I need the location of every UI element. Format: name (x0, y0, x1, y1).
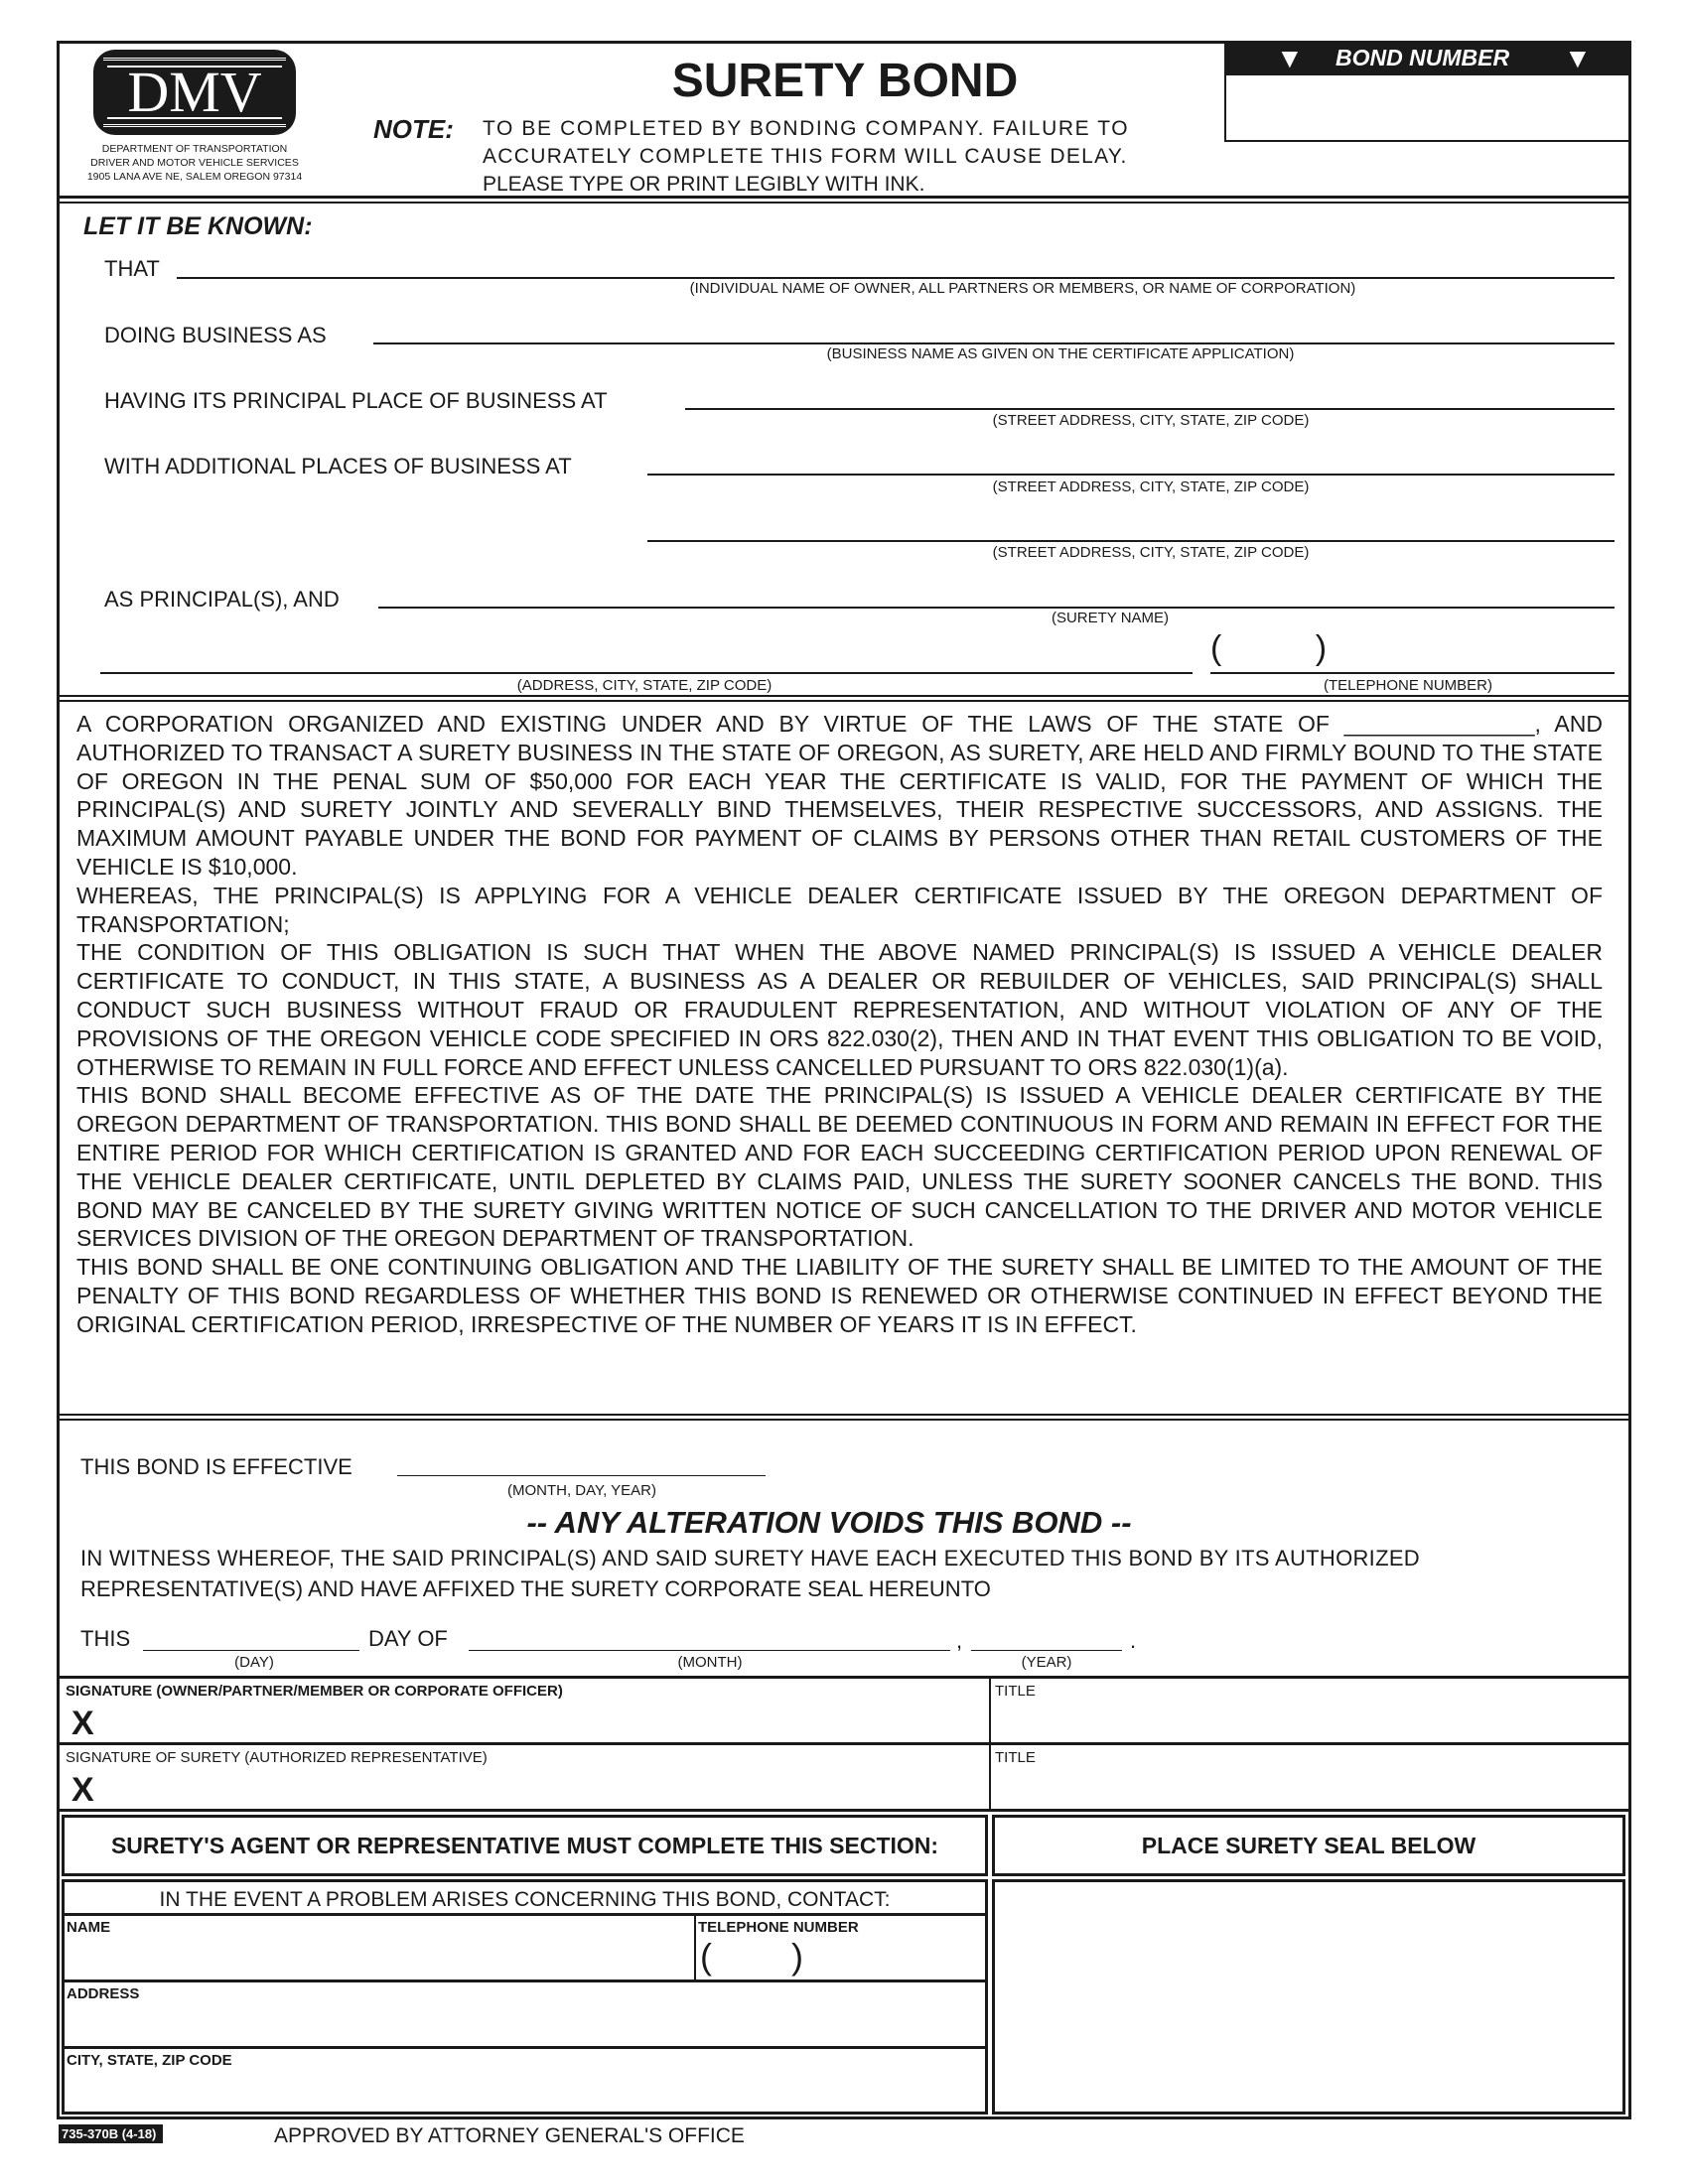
triangle-down-icon: ▼ (1564, 43, 1592, 73)
terms-paragraph: A CORPORATION ORGANIZED AND EXISTING UNDER AND BY VIRTUE OF THE LAWS OF THE STATE OF _______________, AND AUTHORIZED TO TRANSACT A SURETY BUSINESS IN THE STATE OF OREGON, AS SURETY, ARE HELD AND FIRMLY BOUND TO THE STATE OF OREGON IN THE PENAL SUM OF $50,000 FOR EACH YEAR THE CERTIFICATE IS VALID, FOR THE PAYMENT OF WHICH THE PRINCIPAL(S) AND SURETY JOINTLY AND SEVERALLY BIND THEMSELVES, THEIR RESPECTIVE SUCCESSORS, AND ASSIGNS. THE MAXIMUM AMOUNT PAYABLE UNDER THE BOND FOR PAYMENT OF CLAIMS BY PERSONS OTHER THAN RETAIL CUSTOMERS OF THE VEHICLE IS $10,000. (76, 711, 1603, 880)
x-mark: X (71, 1771, 94, 1809)
seal-heading: PLACE SURETY SEAL BELOW (1141, 1833, 1477, 1858)
additional-place-field-2[interactable] (647, 516, 1615, 542)
bond-terms (76, 710, 1603, 1339)
note-label: NOTE: (373, 114, 454, 144)
month-caption: (MONTH) (677, 1654, 743, 1671)
divider (57, 1419, 1631, 1421)
triangle-down-icon: ▼ (1276, 43, 1304, 73)
principal-name-field[interactable] (177, 253, 1615, 279)
that-label: THAT (104, 256, 160, 281)
address-label: ADDRESS (67, 1985, 140, 2002)
month-field[interactable] (469, 1626, 950, 1651)
agency-line-2: DRIVER AND MOTOR VEHICLE SERVICES (90, 157, 299, 169)
surety-address-caption: (ADDRESS, CITY, STATE, ZIP CODE) (516, 677, 773, 694)
agency-line-1: DEPARTMENT OF TRANSPORTATION (101, 143, 288, 155)
approval-text: APPROVED BY ATTORNEY GENERAL'S OFFICE (274, 2124, 745, 2147)
day-field[interactable] (143, 1626, 359, 1651)
let-it-be-known-heading: LET IT BE KNOWN: (83, 212, 313, 240)
contact-telephone-field[interactable] (696, 1916, 985, 1979)
divider (57, 196, 1631, 199)
surety-name-caption: (SURETY NAME) (1051, 610, 1170, 626)
bond-number-box[interactable] (1224, 43, 1629, 142)
day-of-label: DAY OF (368, 1626, 448, 1651)
note-line-2: ACCURATELY COMPLETE THIS FORM WILL CAUSE DELAY. (483, 145, 1128, 168)
contact-address-field[interactable] (65, 1982, 985, 2046)
principal-name-caption: (INDIVIDUAL NAME OF OWNER, ALL PARTNERS OR MEMBERS, OR NAME OF CORPORATION) (689, 280, 1356, 297)
year-field[interactable] (971, 1626, 1122, 1651)
principal-place-caption: (STREET ADDRESS, CITY, STATE, ZIP CODE) (992, 412, 1310, 429)
terms-paragraph: THE CONDITION OF THIS OBLIGATION IS SUCH THAT WHEN THE ABOVE NAMED PRINCIPAL(S) IS ISSUED A VEHICLE DEALER CERTIFICATE TO CONDUCT, IN THIS STATE, A BUSINESS AS A DEALER OR REBUILDER OF VEHICLES, SAID PRINCIPAL(S) SHALL CONDUCT SUCH BUSINESS WITHOUT FRAUD OR FRAUDULENT REPRESENTATION, AND WITHOUT VIOLATION OF ANY OF THE PROVISIONS OF THE OREGON VEHICLE CODE SPECIFIED IN ORS 822.030(2), THEN AND IN THAT EVENT THIS OBLIGATION TO BE VOID, OTHERWISE TO REMAIN IN FULL FORCE AND EFFECT UNLESS CANCELLED PURSUANT TO ORS 822.030(1)(a). (76, 939, 1603, 1080)
effective-date-field[interactable] (397, 1451, 766, 1476)
additional-place-caption-1: (STREET ADDRESS, CITY, STATE, ZIP CODE) (992, 478, 1310, 495)
owner-signature-field[interactable] (57, 1679, 989, 1742)
divider (57, 695, 1631, 697)
owner-title-field[interactable] (989, 1679, 1631, 1742)
telephone-label: TELEPHONE NUMBER (698, 1919, 859, 1936)
note-line-3: PLEASE TYPE OR PRINT LEGIBLY WITH INK. (483, 173, 925, 196)
principal-place-label: HAVING ITS PRINCIPAL PLACE OF BUSINESS AT (104, 388, 608, 413)
surety-name-field[interactable] (378, 583, 1615, 609)
agent-heading: SURETY'S AGENT OR REPRESENTATIVE MUST COMPLETE THIS SECTION: (110, 1833, 939, 1858)
x-mark: X (71, 1705, 94, 1742)
bond-number-label: BOND NUMBER (1336, 45, 1510, 70)
contact-box (62, 1879, 988, 2115)
dmv-logo (93, 50, 296, 135)
as-principal-label: AS PRINCIPAL(S), AND (104, 587, 340, 612)
divider (57, 700, 1631, 702)
form-number: 735-370B (4-18) (59, 2124, 163, 2143)
surety-address-field[interactable] (100, 648, 1193, 674)
alteration-warning: -- ANY ALTERATION VOIDS THIS BOND -- (526, 1505, 1132, 1540)
page-title: SURETY BOND (671, 55, 1019, 107)
dba-field[interactable] (373, 319, 1615, 344)
divider (57, 1414, 1631, 1416)
title-label: TITLE (995, 1683, 1036, 1700)
year-caption: (YEAR) (1021, 1654, 1072, 1671)
surety-signature-label: SIGNATURE OF SURETY (AUTHORIZED REPRESENTATIVE) (66, 1749, 488, 1766)
additional-place-field-1[interactable] (647, 450, 1615, 476)
note-line-1: TO BE COMPLETED BY BONDING COMPANY. FAILURE TO (483, 117, 1130, 140)
terms-paragraph: THIS BOND SHALL BE ONE CONTINUING OBLIGATION AND THE LIABILITY OF THE SURETY SHALL BE LIMITED TO THE AMOUNT OF THE PENALTY OF THIS BOND REGARDLESS OF WHETHER THIS BOND IS RENEWED OR OTHERWISE CONTINUED IN EFFECT BEYOND THE ORIGINAL CERTIFICATION PERIOD, IRRESPECTIVE OF THE NUMBER OF YEARS IT IS IN EFFECT. (76, 1254, 1603, 1337)
witness-line-2: REPRESENTATIVE(S) AND HAVE AFFIXED THE SURETY CORPORATE SEAL HEREUNTO (80, 1576, 991, 1601)
dba-label: DOING BUSINESS AS (104, 323, 327, 347)
contact-intro: IN THE EVENT A PROBLEM ARISES CONCERNING THIS BOND, CONTACT: (159, 1888, 891, 1911)
divider (57, 202, 1631, 204)
logo-text: DMV (127, 60, 262, 124)
divider (57, 1809, 1631, 1812)
agent-heading-box (62, 1815, 988, 1876)
day-caption: (DAY) (234, 1654, 274, 1671)
additional-places-label: WITH ADDITIONAL PLACES OF BUSINESS AT (104, 454, 572, 478)
principal-place-field[interactable] (685, 384, 1615, 410)
title-label: TITLE (995, 1749, 1036, 1766)
surety-seal-area (992, 1879, 1625, 2115)
name-label: NAME (67, 1919, 111, 1936)
this-label: THIS (80, 1626, 131, 1651)
surety-signature-field[interactable] (57, 1745, 989, 1809)
owner-signature-label: SIGNATURE (OWNER/PARTNER/MEMBER OR CORPORATE OFFICER) (66, 1683, 563, 1700)
effective-label: THIS BOND IS EFFECTIVE (80, 1454, 352, 1479)
period: . (1130, 1628, 1137, 1653)
terms-paragraph: THIS BOND SHALL BECOME EFFECTIVE AS OF THE DATE THE PRINCIPAL(S) IS ISSUED A VEHICLE DEALER CERTIFICATE BY THE OREGON DEPARTMENT OF TRANSPORTATION. THIS BOND SHALL BE DEEMED CONTINUOUS IN FORM AND REMAIN IN EFFECT FOR THE ENTIRE PERIOD FOR WHICH CERTIFICATION IS GRANTED AND FOR EACH SUCCEEDING CERTIFICATION PERIOD UPON RENEWAL OF THE VEHICLE DEALER CERTIFICATE, UNTIL DEPLETED BY CLAIMS PAID, UNLESS THE SURETY SOONER CANCELS THE BOND. THIS BOND MAY BE CANCELED BY THE SURETY GIVING WRITTEN NOTICE OF SUCH CANCELLATION TO THE DRIVER AND MOTOR VEHICLE SERVICES DIVISION OF THE OREGON DEPARTMENT OF TRANSPORTATION. (76, 1082, 1603, 1252)
comma: , (956, 1628, 963, 1653)
additional-place-caption-2: (STREET ADDRESS, CITY, STATE, ZIP CODE) (992, 544, 1310, 561)
contact-city-field[interactable] (65, 2049, 985, 2112)
surety-phone-field[interactable] (1210, 648, 1615, 674)
city-label: CITY, STATE, ZIP CODE (67, 2052, 232, 2069)
surety-phone-caption: (TELEPHONE NUMBER) (1323, 677, 1493, 694)
contact-name-field[interactable] (65, 1916, 696, 1979)
agency-line-3: 1905 LANA AVE NE, SALEM OREGON 97314 (86, 171, 303, 183)
surety-phone-parens: ( ) (1210, 629, 1328, 667)
seal-heading-box (992, 1815, 1625, 1876)
effective-date-caption: (MONTH, DAY, YEAR) (506, 1482, 657, 1499)
telephone-parens: ( ) (700, 1936, 803, 1977)
dba-caption: (BUSINESS NAME AS GIVEN ON THE CERTIFICATE APPLICATION) (826, 345, 1295, 362)
terms-paragraph: WHEREAS, THE PRINCIPAL(S) IS APPLYING FOR A VEHICLE DEALER CERTIFICATE ISSUED BY THE OREGON DEPARTMENT OF TRANSPORTATION; (76, 882, 1603, 937)
surety-title-field[interactable] (989, 1745, 1631, 1809)
witness-line-1: IN WITNESS WHEREOF, THE SAID PRINCIPAL(S) AND SAID SURETY HAVE EACH EXECUTED THIS BOND BY ITS AUTHORIZED (80, 1546, 1420, 1570)
